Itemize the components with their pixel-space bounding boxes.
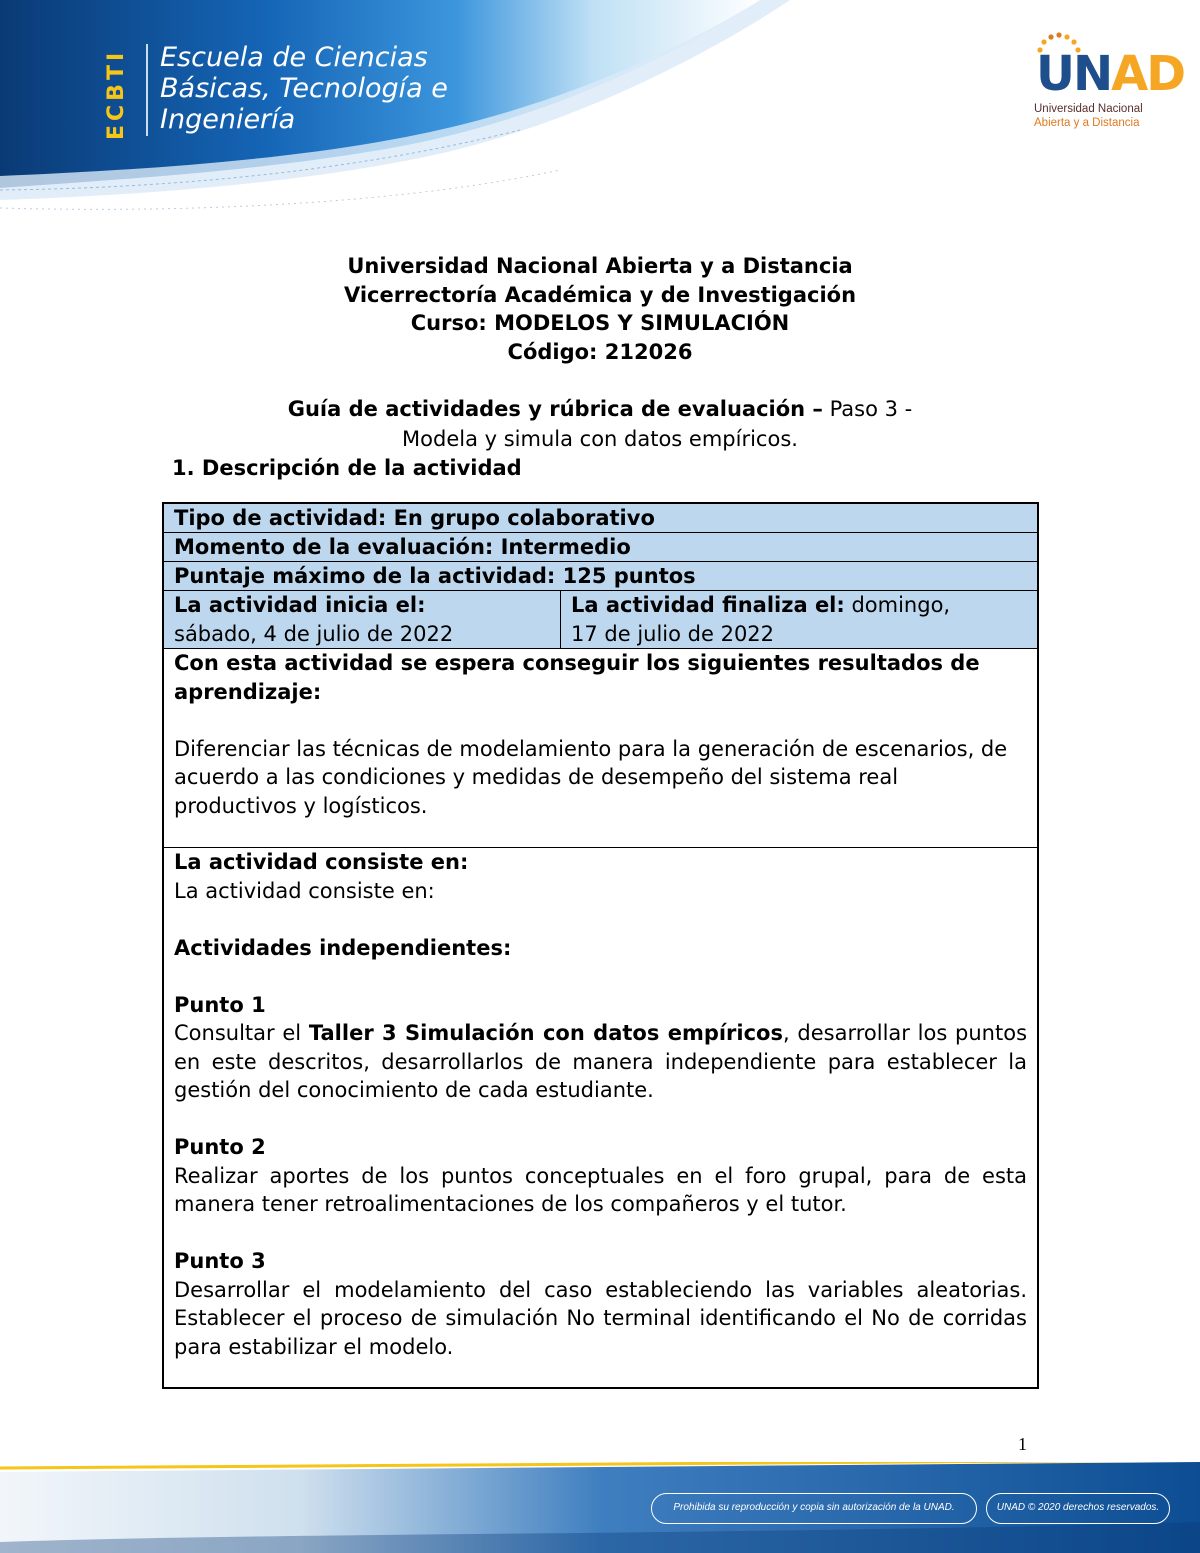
- punto-1-title: Punto 1: [174, 992, 266, 1017]
- punto-1-text: [174, 1019, 1027, 1105]
- punto-1-workshop-name: Taller 3 Simulación con datos empíricos: [308, 1021, 783, 1045]
- copy-notice: Prohibida su reproducción y copia sin autorización de la UNAD.: [651, 1493, 977, 1524]
- guide-title-bold: Guía de actividades y rúbrica de evaluación –: [287, 397, 823, 421]
- guide-title: [150, 394, 1050, 454]
- start-date-value: sábado, 4 de julio de 2022: [174, 621, 454, 646]
- unad-logo: [1036, 46, 1184, 102]
- unad-logo-u: U: [1036, 46, 1073, 102]
- unad-logo-line1: Universidad Nacional: [1034, 103, 1143, 115]
- end-date-value: 17 de julio de 2022: [571, 621, 775, 646]
- activity-table: [162, 502, 1039, 1389]
- learning-outcomes-row: [164, 649, 1037, 848]
- end-date-weekday: domingo,: [844, 593, 951, 617]
- activity-consists-text: La actividad consiste en:: [174, 878, 435, 903]
- learning-outcomes-text: Diferenciar las técnicas de modelamiento para la generación de escenarios, de acuerdo a las condiciones y medidas de desempeño del sistema real productivos y logísticos.: [174, 736, 1008, 818]
- punto-1-text-a: Consultar el: [174, 1021, 309, 1045]
- start-date-cell: [164, 591, 561, 648]
- unad-logo-n: N: [1072, 46, 1112, 102]
- course-code: Código: 212026: [507, 339, 693, 364]
- unad-logo-line2: Abierta y a Distancia: [1034, 117, 1140, 129]
- dates-row: [164, 591, 1037, 649]
- guide-title-step: Paso 3 -: [822, 397, 913, 421]
- school-name-line: Básicas, Tecnología e: [160, 73, 448, 104]
- punto-1-text-c: , desarrollar los puntos en este descritos, desarrollarlos de manera independiente para establecer la gestión del conocimiento de cada estudiante.: [174, 1021, 1028, 1102]
- punto-2-text: Realizar aportes de los puntos conceptuales en el foro grupal, para de esta manera tener retroalimentaciones de los compañeros y el tutor.: [174, 1163, 1027, 1216]
- school-name-line: Escuela de Ciencias: [160, 42, 428, 73]
- end-date-label: La actividad finaliza el:: [571, 593, 845, 617]
- school-name: [160, 42, 520, 135]
- guide-title-subtitle: Modela y simula con datos empíricos.: [402, 427, 798, 451]
- end-date-cell: [561, 591, 1037, 648]
- vice-rectory-title: Vicerrectoría Académica y de Investigación: [343, 282, 857, 307]
- independent-activities-heading: Actividades independientes:: [174, 935, 512, 960]
- activity-consists-heading: La actividad consiste en:: [174, 850, 469, 874]
- university-title: Universidad Nacional Abierta y a Distancia: [347, 254, 853, 278]
- section-heading: 1. Descripción de la actividad: [172, 456, 522, 480]
- course-title: Curso: MODELOS Y SIMULACIÓN: [410, 311, 790, 335]
- copyright-notice: UNAD © 2020 derechos reservados.: [986, 1493, 1170, 1524]
- evaluation-moment-row: Momento de la evaluación: Intermedio: [164, 533, 1037, 562]
- activity-description-row: [164, 848, 1037, 1387]
- document-titles: [0, 252, 1200, 366]
- start-date-label: La actividad inicia el:: [174, 593, 426, 617]
- page-number: 1: [1018, 1434, 1027, 1454]
- punto-2-title: Punto 2: [174, 1135, 266, 1159]
- punto-3-text: Desarrollar el modelamiento del caso estableciendo las variables aleatorias. Establecer el proceso de simulación No terminal identificando el No de corridas para estabilizar el modelo.: [174, 1277, 1027, 1359]
- ecbti-acronym: ECBTI: [104, 48, 129, 140]
- punto-3-title: Punto 3: [174, 1249, 266, 1273]
- school-name-line: Ingeniería: [160, 104, 296, 135]
- ecbti-divider: [146, 44, 148, 136]
- activity-type-row: Tipo de actividad: En grupo colaborativo: [164, 504, 1037, 533]
- learning-outcomes-heading: Con esta actividad se espera conseguir los siguientes resultados de aprendizaje:: [174, 651, 980, 704]
- unad-logo-ad: AD: [1111, 46, 1185, 102]
- max-score-row: Puntaje máximo de la actividad: 125 puntos: [164, 562, 1037, 591]
